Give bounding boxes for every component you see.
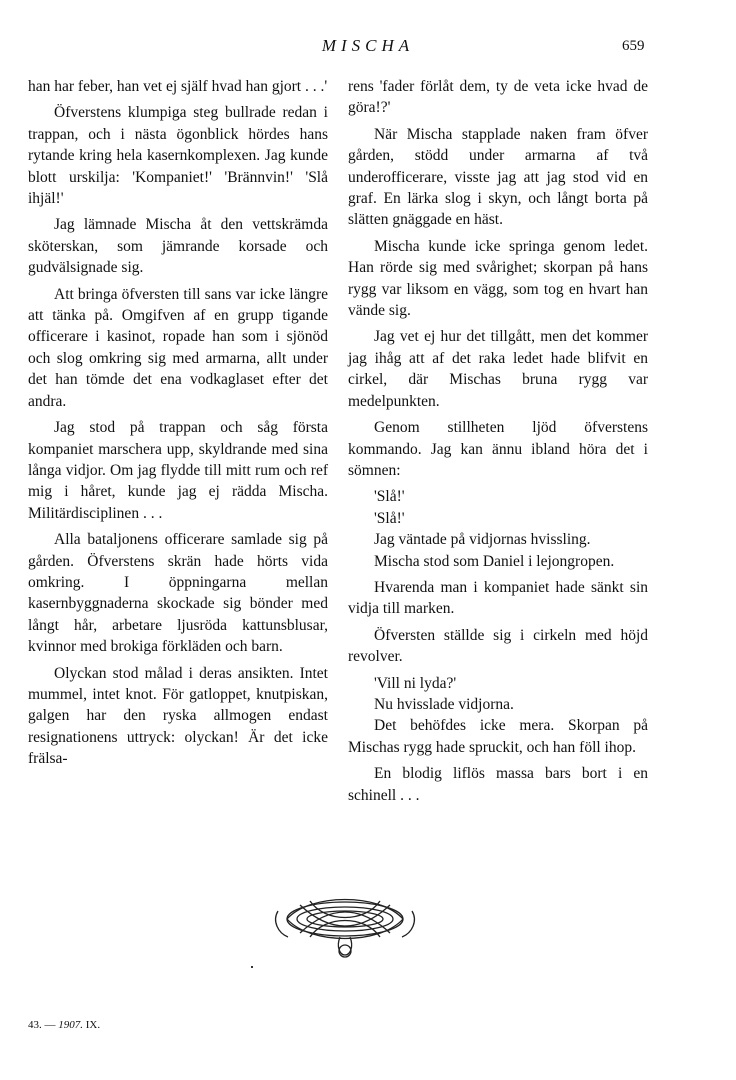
footer-year: 1907.	[58, 1019, 83, 1031]
left-column	[28, 76, 328, 775]
page-number: 659	[622, 38, 645, 54]
paragraph: Jag väntade på vidjornas hvissling.	[374, 531, 591, 549]
footer-sheet: 43. —	[28, 1019, 56, 1031]
paragraph: Nu hvisslade vidjorna.	[374, 695, 514, 713]
right-column	[348, 76, 648, 811]
paragraph: Det behöfdes icke mera. Skorpan på Mischas rygg hade spruckit, och han föll ihop.	[348, 717, 648, 756]
paragraph: En blodig liflös massa bars bort i en schinell . . .	[348, 765, 648, 804]
paragraph: Öfverstens klumpiga steg bullrade redan i trappan, och i nästa ögonblick hördes hans rytande kring hela kasernkomplexen. Jag kunde blott urskilja: 'Kompaniet!' 'Brännvin!' 'Slå ihjäl!'	[28, 104, 328, 208]
paragraph: Jag stod på trappan och såg första kompaniet marschera upp, skyldrande med sina långa vidjor. Om jag flydde till mitt rum och ref mig i håret, kunde jag ej rädda Mischa. Militärdisciplinen . . .	[28, 419, 328, 522]
paragraph: 'Slå!'	[374, 509, 405, 527]
paragraph: Att bringa öfversten till sans var icke längre att tänka på. Omgifven af en grupp tigande officerare i kasinot, ropade han som i sjönöd och slog omkring sig med armarna, allt under det han tömde det ena vodkaglaset efter det andra.	[28, 285, 328, 410]
paragraph: Alla bataljonens officerare samlade sig på gården. Öfverstens skrän hade hörts vida omkring. I öppningarna mellan kasernbyggnaderna skockade sig bönder med långt hår, arbetare ljusröda kattunsblusar, kvinnor med brokiga förkläden och barn.	[28, 531, 328, 656]
paragraph: han har feber, han vet ej själf hvad han gjort . . .'	[28, 78, 328, 95]
paragraph: Jag vet ej hur det tillgått, men det kommer jag ihåg att af det raka ledet hade blifvit en cirkel, där Mischas bruna rygg var medelpunkten.	[348, 328, 648, 410]
paragraph: 'Slå!'	[374, 488, 405, 506]
paragraph: Hvarenda man i kompaniet hade sänkt sin vidja till marken.	[348, 578, 648, 618]
paragraph: När Mischa stapplade naken fram öfver gården, stödd under armarna af två underofficerare, visste jag att jag stod vid en graf. En lärka slog i skyn, och långt borta på slätten gnäggade en häst.	[348, 125, 648, 229]
paragraph: 'Vill ni lyda?'	[374, 674, 457, 692]
paragraph: Mischa stod som Daniel i lejongropen.	[374, 552, 615, 570]
dot-mark	[251, 966, 253, 968]
ornament-vignette	[270, 893, 420, 968]
paragraph: Genom stillheten ljöd öfverstens kommando. Jag kan ännu ibland höra det i sömnen:	[348, 419, 648, 479]
paragraph: Öfversten ställde sig i cirkeln med höjd revolver.	[348, 626, 648, 666]
footer-signature	[28, 1019, 100, 1031]
paragraph: Mischa kunde icke springa genom ledet. Han rörde sig med svårighet; skorpan på hans rygg var liksom en vägg, som tog en hvart han vände sig.	[348, 237, 648, 320]
page-title: MISCHA	[321, 36, 415, 55]
paragraph: rens 'fader förlåt dem, ty de veta icke hvad de göra!?'	[348, 78, 648, 117]
footer-volume: IX.	[85, 1019, 101, 1031]
paragraph: Olyckan stod målad i deras ansikten. Intet mummel, intet knot. För gatloppet, knutpiskan, galgen har den ryska allmogen endast resignationens uttryck: olyckan! Är det icke frälsa-	[28, 664, 328, 768]
paragraph: Jag lämnade Mischa åt den vettskrämda sköterskan, som jämrande korsade och gudvälsignade sig.	[28, 216, 328, 277]
